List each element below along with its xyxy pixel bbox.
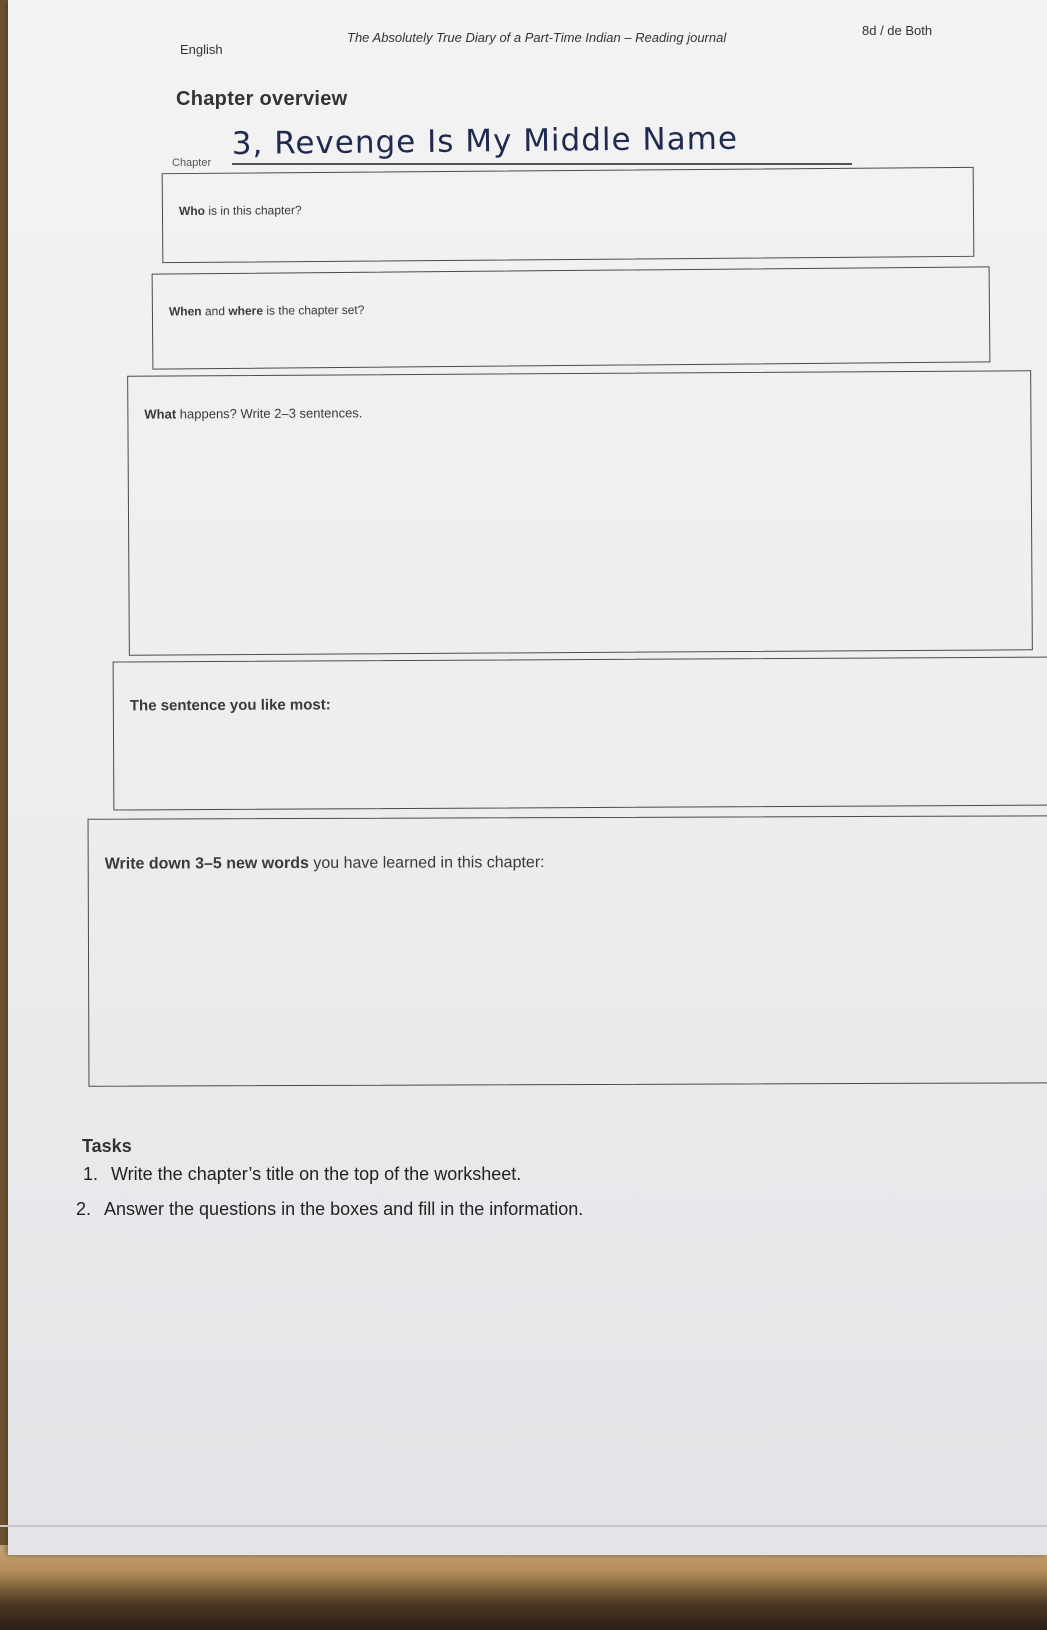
task-item: 1. Write the chapter’s title on the top of the worksheet. — [83, 1164, 522, 1184]
header-book-title: The Absolutely True Diary of a Part-Time Indian – Reading journal — [347, 30, 727, 45]
question-favorite-sentence: The sentence you like most: — [129, 696, 331, 715]
answer-box-favorite-sentence[interactable] — [113, 656, 1047, 810]
question-new-words: Write down 3–5 new words you have learned in this chapter: — [104, 854, 545, 873]
answer-box-what-happens[interactable] — [127, 370, 1033, 656]
task-item: 2. Answer the questions in the boxes and fill in the information. — [76, 1199, 584, 1219]
chapter-underline — [232, 163, 852, 165]
tasks-heading: Tasks — [82, 1136, 132, 1156]
question-when-where: When and where is the chapter set? — [168, 302, 365, 319]
question-what-happens: What happens? Write 2–3 sentences. — [144, 405, 363, 422]
header-class: 8d / de Both — [862, 23, 933, 38]
header-subject: English — [180, 42, 223, 57]
wooden-table-bottom — [0, 1545, 1047, 1630]
answer-box-who[interactable] — [162, 167, 975, 263]
chapter-label: Chapter — [172, 157, 212, 169]
answer-box-new-words[interactable] — [88, 815, 1047, 1086]
answer-box-when-where[interactable] — [152, 266, 991, 369]
question-who: Who is in this chapter? — [178, 203, 302, 219]
paper-fold-line — [0, 1525, 1047, 1527]
page-title: Chapter overview — [176, 88, 348, 110]
chapter-title-handwritten[interactable]: 3, Revenge Is My Middle Name — [231, 120, 739, 162]
